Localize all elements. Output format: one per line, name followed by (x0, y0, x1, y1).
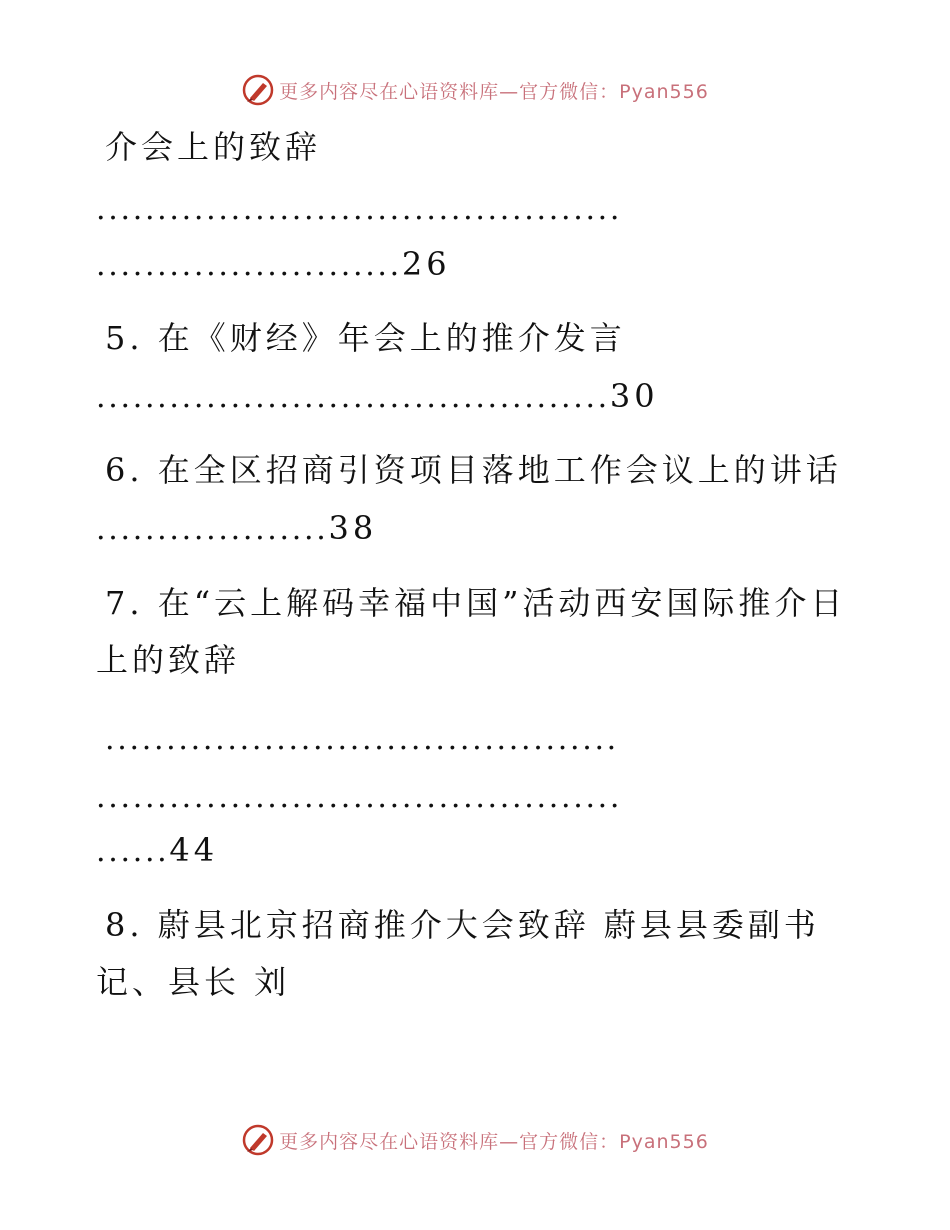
toc-entry-7-page: 44 (169, 831, 219, 869)
header-watermark-text: 更多内容尽在心语资料库—官方微信：Pyan556 (279, 80, 709, 103)
toc-entry-4-page: 26 (401, 245, 451, 283)
toc-entry-7-leader-1: .......................................... (105, 722, 619, 757)
toc-entry-5-leader-row (96, 376, 659, 418)
toc-entry-4-title-tail: 介会上的致辞 (105, 128, 322, 166)
toc-entry-8-title-1: 8. 蔚县北京招商推介大会致辞 蔚县县委副书 (105, 906, 820, 944)
toc-entry-6-page: 38 (328, 509, 378, 547)
footer-watermark-text: 更多内容尽在心语资料库—官方微信：Pyan556 (279, 1130, 709, 1153)
toc-entry-4-leader-2-row (96, 244, 451, 286)
toc-entry-6-title: 6. 在全区招商引资项目落地工作会议上的讲话 (105, 451, 842, 489)
toc-entry-5-title: 5. 在《财经》年会上的推介发言 (105, 319, 626, 357)
toc-entry-5-leader: .......................................... (96, 380, 610, 415)
toc-entry-4-leader-2: ......................... (96, 248, 402, 283)
toc-entry-5-page: 30 (609, 377, 659, 415)
toc-entry-4-leader-1: ........................................... (96, 192, 623, 227)
toc-entry-7-title-1: 7. 在“云上解码幸福中国”活动西安国际推介日 (105, 584, 847, 622)
toc-entry-8-title-2: 记、县长 刘 (96, 963, 291, 1001)
pen-logo-icon (241, 1123, 275, 1157)
toc-entry-6-leader: ................... (96, 512, 329, 547)
toc-entry-7-leader-3-row (96, 830, 218, 872)
toc-entry-7-leader-2: ........................................... (96, 780, 623, 815)
toc-entry-7-title-2: 上的致辞 (96, 641, 241, 679)
pen-logo-icon (241, 73, 275, 107)
toc-entry-7-leader-3: ...... (96, 834, 170, 869)
toc-entry-6-leader-row (96, 508, 377, 550)
footer-watermark (0, 1120, 950, 1160)
header-watermark (0, 70, 950, 110)
